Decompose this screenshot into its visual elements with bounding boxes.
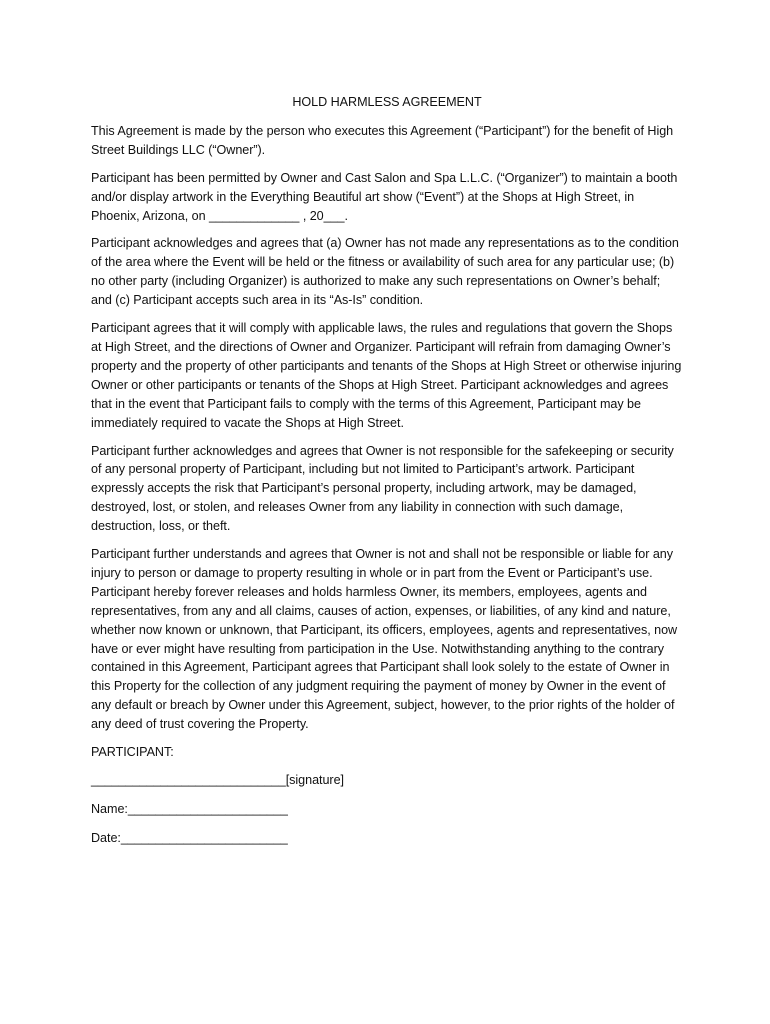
- paragraph-compliance: Participant agrees that it will comply with applicable laws, the rules and regulations that govern the Shops at High Street, and the directions of Owner and Organizer. Participant will refrain from damaging Owner’s property and the property of other participants and tenants of the Shops at High Street or otherwise injuring Owner or other participants or tenants of the Shops at High Street. Participant acknowledges and agrees that in the event that Participant fails to comply with the terms of this Agreement, Participant may be immediately required to vacate the Shops at High Street.: [91, 321, 682, 430]
- document-title: HOLD HARMLESS AGREEMENT: [292, 95, 482, 109]
- signature-block: [91, 743, 683, 848]
- agreement-body: [91, 93, 683, 858]
- signature-line: ____________________________[signature]: [91, 773, 344, 787]
- paragraph-parties: This Agreement is made by the person who executes this Agreement (“Participant”) for the benefit of High Street Buildings LLC (“Owner”).: [91, 123, 674, 157]
- paragraph-release: Participant further understands and agrees that Owner is not and shall not be responsible or liable for any injury to person or damage to property resulting in whole or in part from the Event or Participant’s use. Participant hereby forever releases and holds harmless Owner, its members, employees, agents and representatives, from any and all claims, causes of action, expenses, or liabilities, of any kind and nature, whether now known or unknown, that Participant, its officers, employees, agents and representatives, now have or ever might have resulting from participation in the Use. Notwithstanding anything to the contrary contained in this Agreement, Participant agrees that Participant shall look solely to the estate of Owner in this Property for the collection of any judgment requiring the payment of money by Owner in the event of any default or breach by Owner under this Agreement, subject, however, to the prior rights of the holder of any deed of trust covering the Property.: [91, 547, 678, 732]
- participant-label: PARTICIPANT:: [91, 745, 174, 760]
- date-line: Date:________________________: [91, 830, 288, 845]
- paragraph-as-is: Participant acknowledges and agrees that (a) Owner has not made any representations as to the condition of the area where the Event will be held or the fitness or availability of such area for any particular use; (b) no other party (including Organizer) is authorized to make any such representations on Owner’s behalf; and (c) Participant accepts such area in its “As-Is” condition.: [91, 236, 679, 308]
- paragraph-permission: Participant has been permitted by Owner and Cast Salon and Spa L.L.C. (“Organizer”) to maintain a booth and/or display artwork in the Everything Beautiful art show (“Event”) at the Shops at High Street, in Phoenix, Arizona, on _____________ , 20___.: [91, 170, 678, 223]
- name-line: Name:_______________________: [91, 801, 288, 816]
- paragraph-property-risk: Participant further acknowledges and agrees that Owner is not responsible for the safekeeping or security of any personal property of Participant, including but not limited to Participant’s artwork. Participant expressly accepts the risk that Participant’s personal property, including artwork, may be damaged, destroyed, lost, or stolen, and releases Owner from any liability in connection with such damage, destruction, loss, or theft.: [91, 443, 674, 534]
